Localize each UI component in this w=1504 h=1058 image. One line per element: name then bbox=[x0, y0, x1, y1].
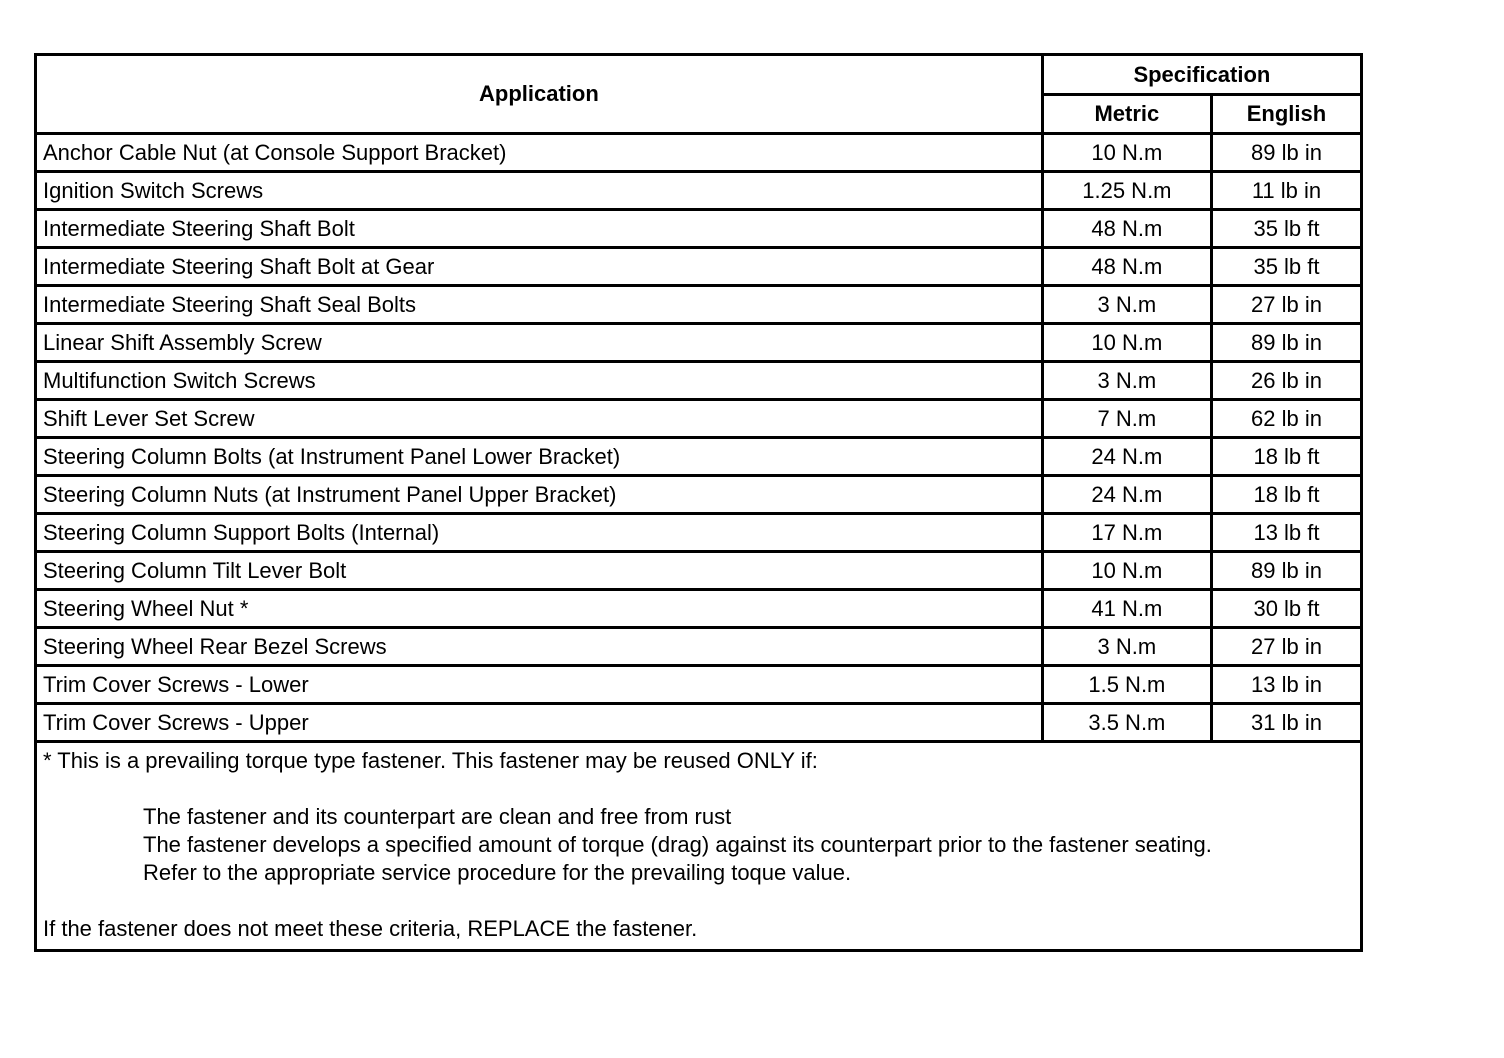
notes-cell bbox=[36, 742, 1362, 951]
table-row bbox=[36, 590, 1362, 628]
english-cell: 13 lb in bbox=[1211, 666, 1361, 704]
application-cell: Intermediate Steering Shaft Bolt bbox=[36, 210, 1043, 248]
metric-cell: 17 N.m bbox=[1042, 514, 1211, 552]
application-cell: Trim Cover Screws - Lower bbox=[36, 666, 1043, 704]
application-cell: Steering Wheel Rear Bezel Screws bbox=[36, 628, 1043, 666]
metric-cell: 3 N.m bbox=[1042, 362, 1211, 400]
application-cell: Ignition Switch Screws bbox=[36, 172, 1043, 210]
english-cell: 30 lb ft bbox=[1211, 590, 1361, 628]
metric-cell: 24 N.m bbox=[1042, 438, 1211, 476]
metric-cell: 48 N.m bbox=[1042, 210, 1211, 248]
table-row bbox=[36, 438, 1362, 476]
english-header: English bbox=[1211, 94, 1361, 134]
application-cell: Multifunction Switch Screws bbox=[36, 362, 1043, 400]
header-row-top bbox=[36, 55, 1362, 95]
torque-spec-table bbox=[34, 53, 1363, 952]
table-row bbox=[36, 400, 1362, 438]
application-cell: Trim Cover Screws - Upper bbox=[36, 704, 1043, 742]
metric-cell: 10 N.m bbox=[1042, 134, 1211, 172]
english-cell: 27 lb in bbox=[1211, 628, 1361, 666]
table-row bbox=[36, 286, 1362, 324]
table-row bbox=[36, 172, 1362, 210]
english-cell: 89 lb in bbox=[1211, 134, 1361, 172]
note-condition-2: The fastener develops a specified amount of torque (drag) against its counterpart prior to the fastener seating. bbox=[143, 832, 1212, 857]
application-cell: Linear Shift Assembly Screw bbox=[36, 324, 1043, 362]
application-cell: Steering Column Nuts (at Instrument Panel Upper Bracket) bbox=[36, 476, 1043, 514]
english-cell: 89 lb in bbox=[1211, 552, 1361, 590]
metric-cell: 41 N.m bbox=[1042, 590, 1211, 628]
table-row bbox=[36, 628, 1362, 666]
metric-cell: 7 N.m bbox=[1042, 400, 1211, 438]
table-row bbox=[36, 324, 1362, 362]
notes-row bbox=[36, 742, 1362, 951]
application-cell: Steering Column Tilt Lever Bolt bbox=[36, 552, 1043, 590]
application-cell: Intermediate Steering Shaft Seal Bolts bbox=[36, 286, 1043, 324]
metric-cell: 24 N.m bbox=[1042, 476, 1211, 514]
table-row bbox=[36, 248, 1362, 286]
note-intro: * This is a prevailing torque type fastener. This fastener may be reused ONLY if: bbox=[43, 748, 818, 773]
note-condition-1: The fastener and its counterpart are clean and free from rust bbox=[143, 804, 732, 829]
application-cell: Steering Column Support Bolts (Internal) bbox=[36, 514, 1043, 552]
note-spacer bbox=[43, 887, 1354, 915]
table-row bbox=[36, 666, 1362, 704]
english-cell: 13 lb ft bbox=[1211, 514, 1361, 552]
metric-cell: 10 N.m bbox=[1042, 552, 1211, 590]
english-cell: 62 lb in bbox=[1211, 400, 1361, 438]
metric-cell: 3 N.m bbox=[1042, 628, 1211, 666]
metric-cell: 1.25 N.m bbox=[1042, 172, 1211, 210]
metric-cell: 1.5 N.m bbox=[1042, 666, 1211, 704]
english-cell: 18 lb ft bbox=[1211, 476, 1361, 514]
table-notes bbox=[36, 742, 1362, 951]
application-cell: Intermediate Steering Shaft Bolt at Gear bbox=[36, 248, 1043, 286]
english-cell: 27 lb in bbox=[1211, 286, 1361, 324]
note-spacer bbox=[43, 775, 1354, 803]
table-row bbox=[36, 552, 1362, 590]
note-closing: If the fastener does not meet these criteria, REPLACE the fastener. bbox=[43, 916, 698, 941]
application-cell: Steering Wheel Nut * bbox=[36, 590, 1043, 628]
note-condition-3: Refer to the appropriate service procedure for the prevailing toque value. bbox=[143, 860, 852, 885]
english-cell: 89 lb in bbox=[1211, 324, 1361, 362]
table-row bbox=[36, 476, 1362, 514]
english-cell: 35 lb ft bbox=[1211, 248, 1361, 286]
application-cell: Anchor Cable Nut (at Console Support Bracket) bbox=[36, 134, 1043, 172]
table-row bbox=[36, 210, 1362, 248]
specification-header: Specification bbox=[1042, 55, 1361, 95]
english-cell: 11 lb in bbox=[1211, 172, 1361, 210]
table-body bbox=[36, 134, 1362, 742]
english-cell: 31 lb in bbox=[1211, 704, 1361, 742]
application-cell: Shift Lever Set Screw bbox=[36, 400, 1043, 438]
application-header: Application bbox=[36, 55, 1043, 134]
table-row bbox=[36, 134, 1362, 172]
application-cell: Steering Column Bolts (at Instrument Panel Lower Bracket) bbox=[36, 438, 1043, 476]
english-cell: 35 lb ft bbox=[1211, 210, 1361, 248]
english-cell: 26 lb in bbox=[1211, 362, 1361, 400]
table-header bbox=[36, 55, 1362, 134]
table-row bbox=[36, 514, 1362, 552]
metric-cell: 48 N.m bbox=[1042, 248, 1211, 286]
metric-header: Metric bbox=[1042, 94, 1211, 134]
metric-cell: 10 N.m bbox=[1042, 324, 1211, 362]
table-row bbox=[36, 704, 1362, 742]
table-row bbox=[36, 362, 1362, 400]
metric-cell: 3 N.m bbox=[1042, 286, 1211, 324]
metric-cell: 3.5 N.m bbox=[1042, 704, 1211, 742]
english-cell: 18 lb ft bbox=[1211, 438, 1361, 476]
